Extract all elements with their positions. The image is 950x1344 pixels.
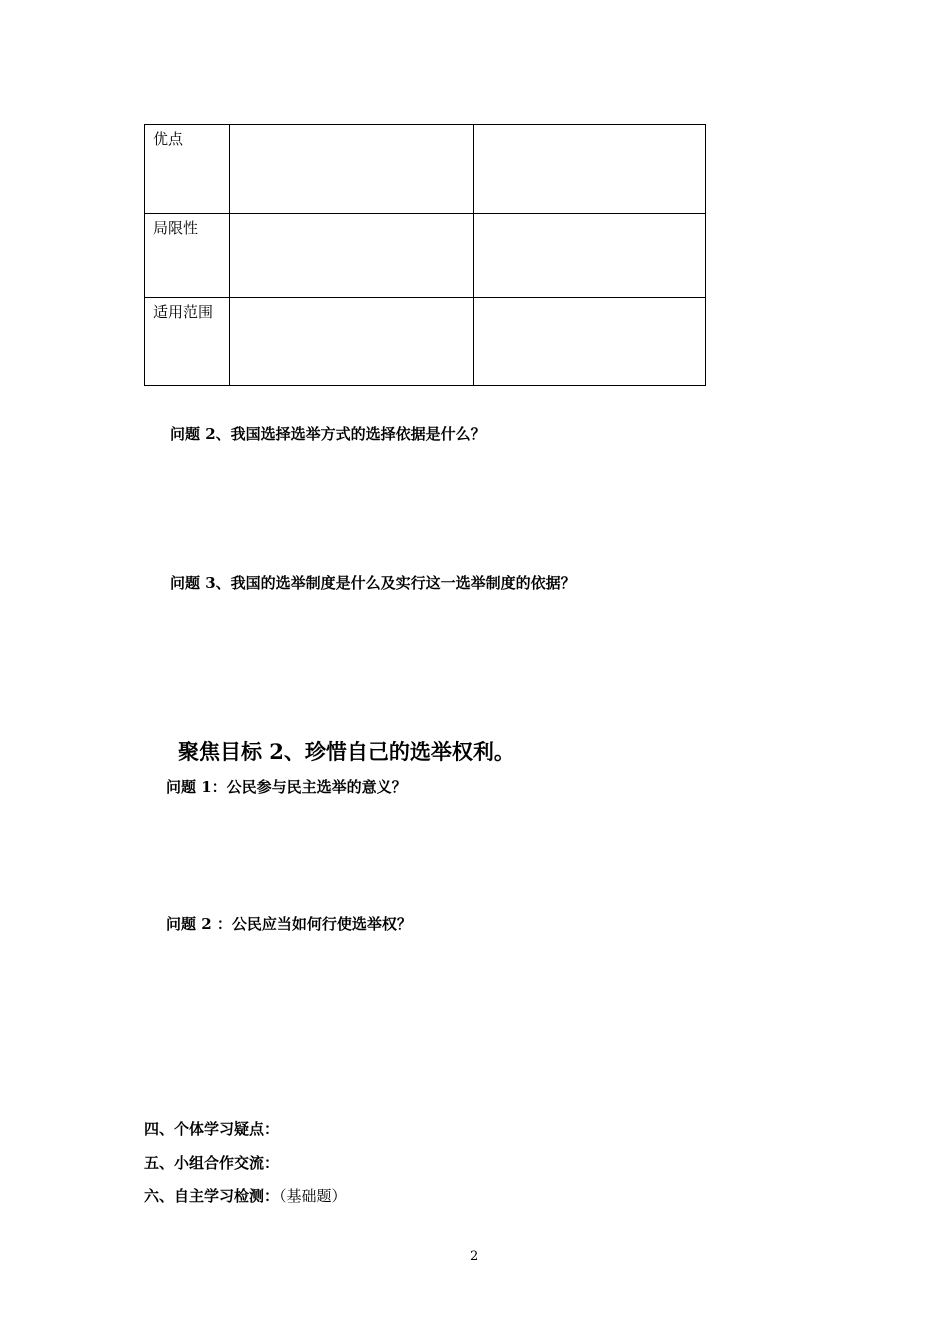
goal-2-heading: 聚焦目标 2、珍惜自己的选举权利。 — [178, 739, 515, 764]
question-1-goal-2: 问题 1：公民参与民主选举的意义？ — [166, 778, 407, 796]
table-cell — [474, 298, 706, 386]
row-label: 优点 — [145, 125, 230, 214]
question-2-goal-1: 问题 2、我国选择选举方式的选择依据是什么？ — [170, 425, 486, 443]
row-label: 局限性 — [145, 214, 230, 298]
row-label: 适用范围 — [145, 298, 230, 386]
question-3-goal-1: 问题 3、我国的选举制度是什么及实行这一选举制度的依据？ — [170, 574, 576, 592]
question-2-goal-2: 问题 2 ：公民应当如何行使选举权？ — [166, 915, 412, 933]
table-cell — [230, 298, 474, 386]
table-cell — [230, 125, 474, 214]
section-6-heading — [144, 1185, 347, 1206]
table-row — [145, 298, 706, 386]
table-row — [145, 214, 706, 298]
table-cell — [474, 125, 706, 214]
section-5-heading: 五、小组合作交流： — [144, 1154, 280, 1172]
table-row — [145, 125, 706, 214]
section-6-note: （基础题） — [279, 1187, 347, 1205]
section-4-heading: 四、个体学习疑点： — [144, 1120, 280, 1138]
section-6-label: 六、自主学习检测： — [144, 1187, 280, 1205]
table-cell — [230, 214, 474, 298]
table-cell — [474, 214, 706, 298]
comparison-table — [144, 124, 706, 386]
page-number: 2 — [470, 1249, 479, 1264]
